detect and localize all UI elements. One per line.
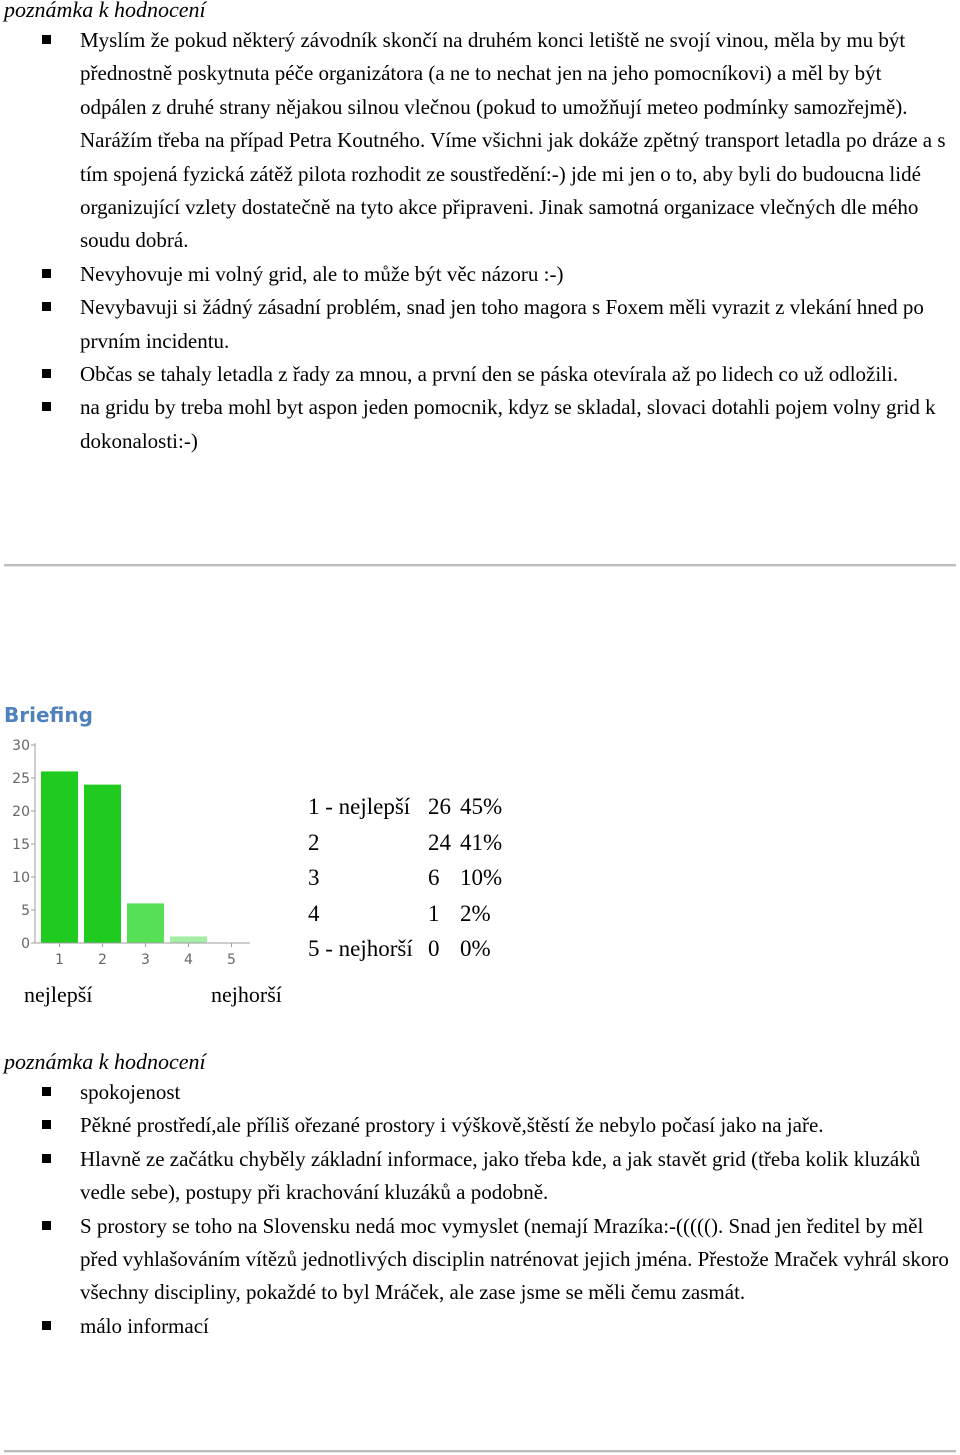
x-tick-label: 4 bbox=[184, 952, 193, 968]
list-item: Občas se tahaly letadla z řady za mnou, a první den se páska otevírala až po lidech co už odložili. bbox=[0, 358, 950, 391]
scale-label-best: nejlepší bbox=[24, 982, 93, 1007]
bullet-icon bbox=[42, 35, 51, 44]
bullet-icon bbox=[42, 402, 51, 411]
bullet-icon bbox=[42, 1120, 51, 1129]
bullet-icon bbox=[42, 1321, 51, 1330]
stat-label: 1 - nejlepší bbox=[308, 794, 411, 819]
bar bbox=[84, 785, 121, 943]
list-item: Pěkné prostředí,ale příliš ořezané prostory i výškově,štěstí že nebylo počasí jako na jaře. bbox=[0, 1109, 950, 1142]
stats-row bbox=[308, 825, 568, 861]
section-1-list bbox=[0, 24, 950, 458]
y-tick-label: 10 bbox=[12, 870, 30, 886]
bullet-icon bbox=[42, 269, 51, 278]
y-tick-label: 0 bbox=[21, 936, 30, 952]
y-tick-label: 30 bbox=[12, 738, 30, 754]
stat-percent: 0% bbox=[460, 936, 491, 961]
horizontal-divider bbox=[4, 1450, 956, 1453]
stats-row bbox=[308, 896, 568, 932]
stat-label: 4 bbox=[308, 900, 320, 926]
scale-label-worst: nejhorší bbox=[211, 982, 282, 1007]
bars bbox=[41, 771, 207, 943]
list-item: Hlavně ze začátku chyběly základní informace, jako třeba kde, a jak stavět grid (třeba kolik kluzáků vedle sebe), postupy při krachování kluzáků a podobně. bbox=[0, 1143, 950, 1210]
y-tick-label: 20 bbox=[12, 804, 30, 820]
stat-percent: 2% bbox=[460, 900, 491, 926]
section-1-heading: poznámka k hodnocení bbox=[4, 0, 206, 22]
section-2-heading: poznámka k hodnocení bbox=[4, 1049, 206, 1074]
stat-label: 5 - nejhorší bbox=[308, 936, 413, 961]
briefing-bar-chart bbox=[0, 735, 270, 975]
y-tick-label: 25 bbox=[12, 771, 30, 787]
stat-count: 6 bbox=[428, 865, 440, 890]
bullet-icon bbox=[42, 1087, 51, 1096]
bar bbox=[170, 936, 207, 943]
bullet-icon bbox=[42, 1221, 51, 1230]
y-tick-label: 5 bbox=[21, 903, 30, 919]
bar bbox=[127, 903, 164, 943]
stat-percent: 45% bbox=[460, 794, 503, 819]
horizontal-divider bbox=[4, 564, 956, 567]
stat-percent: 10% bbox=[460, 865, 503, 890]
bullet-icon bbox=[42, 369, 51, 378]
list-item: spokojenost bbox=[0, 1076, 950, 1109]
briefing-stats-table bbox=[308, 789, 568, 967]
x-tick-label: 2 bbox=[98, 952, 107, 968]
list-item: S prostory se toho na Slovensku nedá moc vymyslet (nemají Mrazíka:-(((((). Snad jen ředitel by měl před vyhlašováním vítězů jednotlivých disciplin natrénovat jejich jména. Přestože Mraček vyhrál skoro všechny discipliny, pokaždé to byl Mráček, ale zase jsme se měli čemu zasmát. bbox=[0, 1210, 950, 1310]
list-item: na gridu by treba mohl byt aspon jeden pomocnik, kdyz se skladal, slovaci dotahli pojem volny grid k dokonalosti:-) bbox=[0, 391, 950, 458]
bar bbox=[41, 771, 78, 943]
bullet-icon bbox=[42, 1154, 51, 1163]
stat-count: 1 bbox=[428, 900, 440, 926]
x-tick-label: 3 bbox=[141, 952, 150, 968]
x-tick-label: 1 bbox=[55, 952, 64, 968]
list-item: Nevyhovuje mi volný grid, ale to může být věc názoru :-) bbox=[0, 258, 950, 291]
x-tick-label: 5 bbox=[227, 952, 236, 968]
stat-label: 2 bbox=[308, 829, 320, 855]
list-item: Myslím že pokud některý závodník skončí na druhém konci letiště ne svojí vinou, měla by mu být přednostně poskytnuta péče organizátora (a ne to nechat jen na jeho pomocníkovi) a měl by být odpálen z druhé strany nějakou silnou vlečnou (pokud to umožňují meteo podmínky samozřejmě). Narážím třeba na případ Petra Koutného. Víme všichni jak dokáže zpětný transport letadla po dráze a s tím spojená fyzická zátěž pilota rozhodit ze soustředění:-) jde mi jen o to, aby byli do budoucna lidé organizující vzlety dostatečně na tyto akce připraveni. Jinak samotná organizace vlečných dle mého soudu dobrá. bbox=[0, 24, 950, 258]
y-axis bbox=[12, 738, 35, 952]
stats-row bbox=[308, 789, 568, 825]
stat-count: 0 bbox=[428, 936, 440, 961]
section-2-list bbox=[0, 1076, 950, 1343]
briefing-title: Briefing bbox=[4, 703, 93, 727]
list-item: málo informací bbox=[0, 1310, 950, 1343]
stat-percent: 41% bbox=[460, 829, 503, 855]
stat-count: 24 bbox=[428, 829, 451, 855]
y-tick-label: 15 bbox=[12, 837, 30, 853]
x-axis bbox=[35, 943, 250, 968]
stat-label: 3 bbox=[308, 865, 320, 890]
list-item: Nevybavuji si žádný zásadní problém, snad jen toho magora s Foxem měli vyrazit z vlekání hned po prvním incidentu. bbox=[0, 291, 950, 358]
stats-row bbox=[308, 931, 568, 967]
stat-count: 26 bbox=[428, 794, 451, 819]
bullet-icon bbox=[42, 302, 51, 311]
stats-row bbox=[308, 860, 568, 896]
